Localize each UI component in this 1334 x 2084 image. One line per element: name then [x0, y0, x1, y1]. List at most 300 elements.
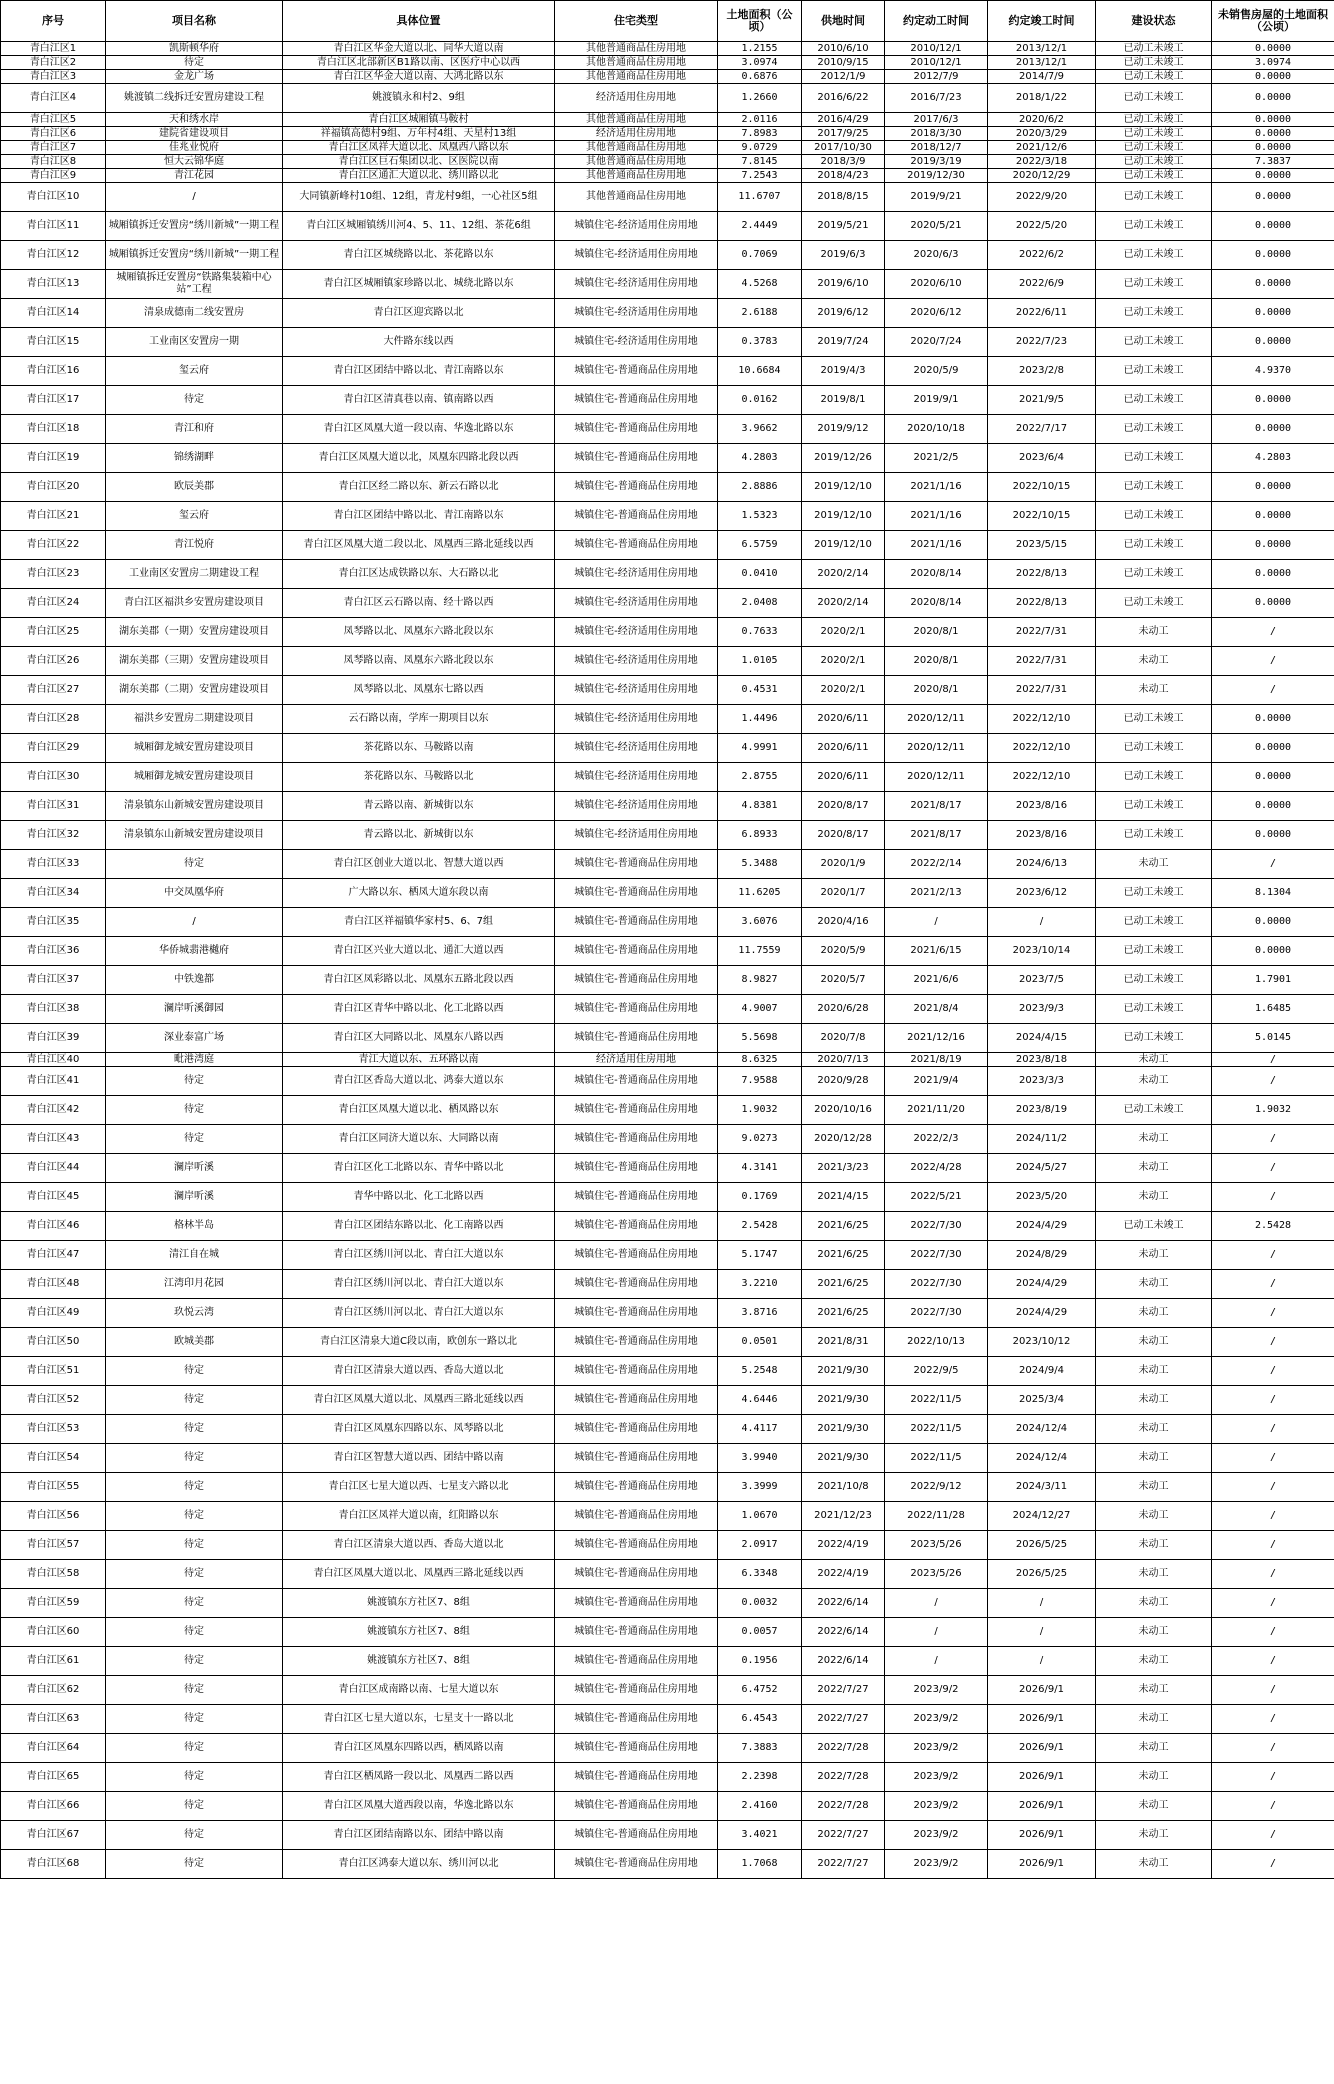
table-row — [1, 1183, 1334, 1212]
cell-start-date: 2016/7/23 — [885, 84, 988, 113]
cell-construction-status: 已动工未竣工 — [1096, 966, 1212, 995]
cell-serial: 青白江区3 — [1, 70, 106, 84]
cell-project-name: 待定 — [106, 1415, 283, 1444]
cell-serial: 青白江区37 — [1, 966, 106, 995]
cell-housing-type: 城镇住宅-普通商品住房用地 — [555, 1154, 718, 1183]
cell-serial: 青白江区27 — [1, 676, 106, 705]
cell-unsold-area: / — [1212, 1125, 1334, 1154]
cell-housing-type: 城镇住宅-经济适用住房用地 — [555, 212, 718, 241]
header-supply-date: 供地时间 — [802, 1, 885, 42]
cell-start-date: 2010/12/1 — [885, 42, 988, 56]
cell-project-name: 澜岸听溪御园 — [106, 995, 283, 1024]
cell-start-date: 2021/8/17 — [885, 821, 988, 850]
cell-supply-date: 2019/12/10 — [802, 473, 885, 502]
cell-location: 青江大道以东、五环路以南 — [283, 1053, 555, 1067]
cell-location: 青白江区凤祥大道以南，红阳路以东 — [283, 1502, 555, 1531]
table-row — [1, 937, 1334, 966]
cell-serial: 青白江区66 — [1, 1792, 106, 1821]
table-row — [1, 1241, 1334, 1270]
cell-location: 青白江区团结中路以北、青江南路以东 — [283, 357, 555, 386]
cell-serial: 青白江区35 — [1, 908, 106, 937]
cell-construction-status: 未动工 — [1096, 1850, 1212, 1879]
header-project-name: 项目名称 — [106, 1, 283, 42]
cell-housing-type: 城镇住宅-普通商品住房用地 — [555, 1328, 718, 1357]
table-row — [1, 763, 1334, 792]
table-row — [1, 56, 1334, 70]
cell-unsold-area: 0.0000 — [1212, 113, 1334, 127]
cell-location: 青白江区凤凰东四路以西，栖凤路以南 — [283, 1734, 555, 1763]
cell-serial: 青白江区54 — [1, 1444, 106, 1473]
cell-start-date: 2020/12/11 — [885, 763, 988, 792]
cell-start-date: 2023/5/26 — [885, 1560, 988, 1589]
cell-housing-type: 其他普通商品住房用地 — [555, 141, 718, 155]
cell-unsold-area: / — [1212, 1328, 1334, 1357]
cell-completion-date: 2026/5/25 — [988, 1560, 1096, 1589]
cell-project-name: 湖东美郡（二期）安置房建设项目 — [106, 676, 283, 705]
cell-completion-date: 2026/9/1 — [988, 1676, 1096, 1705]
cell-housing-type: 城镇住宅-普通商品住房用地 — [555, 1241, 718, 1270]
table-row — [1, 1763, 1334, 1792]
cell-serial: 青白江区40 — [1, 1053, 106, 1067]
cell-project-name: 青江和府 — [106, 415, 283, 444]
cell-construction-status: 已动工未竣工 — [1096, 589, 1212, 618]
cell-unsold-area: / — [1212, 1386, 1334, 1415]
cell-unsold-area: 0.0000 — [1212, 763, 1334, 792]
cell-completion-date: 2013/12/1 — [988, 56, 1096, 70]
cell-supply-date: 2022/6/14 — [802, 1618, 885, 1647]
cell-land-area: 4.3141 — [718, 1154, 802, 1183]
cell-serial: 青白江区26 — [1, 647, 106, 676]
cell-housing-type: 城镇住宅-普通商品住房用地 — [555, 473, 718, 502]
cell-land-area: 1.4496 — [718, 705, 802, 734]
cell-project-name: 待定 — [106, 1705, 283, 1734]
cell-housing-type: 城镇住宅-普通商品住房用地 — [555, 386, 718, 415]
cell-completion-date: 2024/12/27 — [988, 1502, 1096, 1531]
cell-construction-status: 已动工未竣工 — [1096, 241, 1212, 270]
cell-construction-status: 未动工 — [1096, 1531, 1212, 1560]
cell-start-date: 2021/6/6 — [885, 966, 988, 995]
cell-serial: 青白江区10 — [1, 183, 106, 212]
cell-land-area: 2.4160 — [718, 1792, 802, 1821]
cell-unsold-area: 0.0000 — [1212, 415, 1334, 444]
cell-serial: 青白江区57 — [1, 1531, 106, 1560]
table-row — [1, 1154, 1334, 1183]
cell-start-date: 2020/8/1 — [885, 676, 988, 705]
cell-land-area: 4.9007 — [718, 995, 802, 1024]
cell-supply-date: 2021/4/15 — [802, 1183, 885, 1212]
table-row — [1, 70, 1334, 84]
cell-location: 青白江区城厢镇马鞍村 — [283, 113, 555, 127]
cell-land-area: 1.7068 — [718, 1850, 802, 1879]
cell-project-name: 待定 — [106, 1792, 283, 1821]
cell-start-date: 2022/4/28 — [885, 1154, 988, 1183]
cell-serial: 青白江区19 — [1, 444, 106, 473]
cell-land-area: 1.0105 — [718, 647, 802, 676]
cell-project-name: 待定 — [106, 1067, 283, 1096]
cell-serial: 青白江区36 — [1, 937, 106, 966]
cell-project-name: 待定 — [106, 1531, 283, 1560]
cell-completion-date: 2023/7/5 — [988, 966, 1096, 995]
cell-project-name: 青江花园 — [106, 169, 283, 183]
cell-land-area: 5.2548 — [718, 1357, 802, 1386]
cell-construction-status: 未动工 — [1096, 1386, 1212, 1415]
cell-land-area: 11.6707 — [718, 183, 802, 212]
cell-start-date: 2022/7/30 — [885, 1299, 988, 1328]
cell-construction-status: 已动工未竣工 — [1096, 821, 1212, 850]
cell-start-date: 2022/7/30 — [885, 1270, 988, 1299]
cell-land-area: 11.6205 — [718, 879, 802, 908]
cell-supply-date: 2019/9/12 — [802, 415, 885, 444]
cell-location: 青白江区经二路以东、新云石路以北 — [283, 473, 555, 502]
cell-location: 青白江区青华中路以北、化工北路以西 — [283, 995, 555, 1024]
cell-unsold-area: 1.9032 — [1212, 1096, 1334, 1125]
cell-land-area: 4.5268 — [718, 270, 802, 299]
table-row — [1, 444, 1334, 473]
cell-unsold-area: / — [1212, 1705, 1334, 1734]
cell-housing-type: 城镇住宅-普通商品住房用地 — [555, 850, 718, 879]
cell-construction-status: 未动工 — [1096, 1154, 1212, 1183]
cell-construction-status: 已动工未竣工 — [1096, 1096, 1212, 1125]
cell-location: 祥福镇高德村9组、万年村4组、天星村13组 — [283, 127, 555, 141]
cell-completion-date: 2013/12/1 — [988, 42, 1096, 56]
cell-housing-type: 城镇住宅-普通商品住房用地 — [555, 502, 718, 531]
cell-supply-date: 2022/4/19 — [802, 1560, 885, 1589]
cell-project-name: 恒大云锦华庭 — [106, 155, 283, 169]
cell-supply-date: 2022/7/28 — [802, 1763, 885, 1792]
table-row — [1, 502, 1334, 531]
cell-housing-type: 城镇住宅-经济适用住房用地 — [555, 792, 718, 821]
cell-project-name: 天和绣水岸 — [106, 113, 283, 127]
cell-start-date: 2020/6/12 — [885, 299, 988, 328]
cell-serial: 青白江区9 — [1, 169, 106, 183]
cell-unsold-area: / — [1212, 1734, 1334, 1763]
cell-housing-type: 城镇住宅-普通商品住房用地 — [555, 1357, 718, 1386]
cell-completion-date: 2026/9/1 — [988, 1850, 1096, 1879]
table-row — [1, 1618, 1334, 1647]
cell-serial: 青白江区67 — [1, 1821, 106, 1850]
cell-completion-date: 2020/6/2 — [988, 113, 1096, 127]
cell-project-name: 青白江区福洪乡安置房建设项目 — [106, 589, 283, 618]
cell-construction-status: 未动工 — [1096, 1618, 1212, 1647]
cell-unsold-area: / — [1212, 1053, 1334, 1067]
cell-start-date: 2012/7/9 — [885, 70, 988, 84]
cell-serial: 青白江区68 — [1, 1850, 106, 1879]
cell-construction-status: 未动工 — [1096, 1473, 1212, 1502]
table-row — [1, 966, 1334, 995]
cell-housing-type: 城镇住宅-普通商品住房用地 — [555, 1734, 718, 1763]
table-row — [1, 473, 1334, 502]
table-row — [1, 141, 1334, 155]
cell-supply-date: 2020/9/28 — [802, 1067, 885, 1096]
cell-completion-date: 2024/11/2 — [988, 1125, 1096, 1154]
cell-start-date: 2021/12/16 — [885, 1024, 988, 1053]
cell-supply-date: 2019/6/10 — [802, 270, 885, 299]
cell-completion-date: 2021/9/5 — [988, 386, 1096, 415]
cell-location: 青白江区七星大道以西、七星支六路以北 — [283, 1473, 555, 1502]
cell-start-date: 2020/10/18 — [885, 415, 988, 444]
table-row — [1, 1502, 1334, 1531]
cell-project-name: 江湾印月花园 — [106, 1270, 283, 1299]
cell-start-date: 2020/12/11 — [885, 705, 988, 734]
cell-serial: 青白江区41 — [1, 1067, 106, 1096]
cell-housing-type: 城镇住宅-普通商品住房用地 — [555, 1705, 718, 1734]
cell-housing-type: 城镇住宅-经济适用住房用地 — [555, 328, 718, 357]
cell-housing-type: 城镇住宅-普通商品住房用地 — [555, 357, 718, 386]
cell-location: 青云路以北、新城街以东 — [283, 821, 555, 850]
cell-unsold-area: 0.0000 — [1212, 141, 1334, 155]
cell-unsold-area: 0.0000 — [1212, 560, 1334, 589]
cell-land-area: 5.1747 — [718, 1241, 802, 1270]
table-row — [1, 1386, 1334, 1415]
cell-supply-date: 2021/12/23 — [802, 1502, 885, 1531]
cell-completion-date: 2020/12/29 — [988, 169, 1096, 183]
cell-housing-type: 城镇住宅-普通商品住房用地 — [555, 1792, 718, 1821]
cell-supply-date: 2016/4/29 — [802, 113, 885, 127]
cell-unsold-area: / — [1212, 1647, 1334, 1676]
cell-location: 青白江区七星大道以东，七星支十一路以北 — [283, 1705, 555, 1734]
cell-unsold-area: / — [1212, 1415, 1334, 1444]
cell-serial: 青白江区17 — [1, 386, 106, 415]
cell-housing-type: 城镇住宅-普通商品住房用地 — [555, 1821, 718, 1850]
cell-unsold-area: / — [1212, 647, 1334, 676]
cell-completion-date: 2024/4/29 — [988, 1212, 1096, 1241]
cell-project-name: 澜岸听溪 — [106, 1154, 283, 1183]
cell-serial: 青白江区6 — [1, 127, 106, 141]
cell-housing-type: 城镇住宅-经济适用住房用地 — [555, 763, 718, 792]
cell-construction-status: 已动工未竣工 — [1096, 270, 1212, 299]
cell-construction-status: 已动工未竣工 — [1096, 141, 1212, 155]
cell-completion-date: 2022/7/31 — [988, 618, 1096, 647]
cell-construction-status: 未动工 — [1096, 676, 1212, 705]
cell-land-area: 2.8886 — [718, 473, 802, 502]
cell-serial: 青白江区39 — [1, 1024, 106, 1053]
cell-unsold-area: 0.0000 — [1212, 502, 1334, 531]
cell-serial: 青白江区47 — [1, 1241, 106, 1270]
cell-construction-status: 已动工未竣工 — [1096, 937, 1212, 966]
cell-unsold-area: / — [1212, 1589, 1334, 1618]
table-row — [1, 647, 1334, 676]
cell-location: 青白江区大同路以北、凤凰东八路以西 — [283, 1024, 555, 1053]
table-row — [1, 357, 1334, 386]
cell-serial: 青白江区29 — [1, 734, 106, 763]
cell-supply-date: 2019/6/3 — [802, 241, 885, 270]
table-row — [1, 84, 1334, 113]
cell-location: 青华中路以北、化工北路以西 — [283, 1183, 555, 1212]
cell-completion-date: 2020/3/29 — [988, 127, 1096, 141]
table-row — [1, 1053, 1334, 1067]
cell-completion-date: 2024/4/15 — [988, 1024, 1096, 1053]
cell-project-name: 姚渡镇二线拆迁安置房建设工程 — [106, 84, 283, 113]
cell-serial: 青白江区23 — [1, 560, 106, 589]
cell-start-date: 2022/11/5 — [885, 1444, 988, 1473]
cell-completion-date: 2023/6/12 — [988, 879, 1096, 908]
cell-housing-type: 其他普通商品住房用地 — [555, 113, 718, 127]
cell-supply-date: 2019/6/12 — [802, 299, 885, 328]
cell-land-area: 2.0917 — [718, 1531, 802, 1560]
cell-location: 青白江区创业大道以北、智慧大道以西 — [283, 850, 555, 879]
cell-serial: 青白江区1 — [1, 42, 106, 56]
cell-construction-status: 已动工未竣工 — [1096, 734, 1212, 763]
cell-land-area: 2.5428 — [718, 1212, 802, 1241]
cell-unsold-area: / — [1212, 1618, 1334, 1647]
cell-unsold-area: 0.0000 — [1212, 270, 1334, 299]
cell-location: 青白江区成南路以南、七星大道以东 — [283, 1676, 555, 1705]
cell-supply-date: 2020/6/28 — [802, 995, 885, 1024]
cell-supply-date: 2021/6/25 — [802, 1299, 885, 1328]
cell-housing-type: 城镇住宅-普通商品住房用地 — [555, 1212, 718, 1241]
cell-construction-status: 已动工未竣工 — [1096, 84, 1212, 113]
cell-location: 青白江区智慧大道以西、团结中路以南 — [283, 1444, 555, 1473]
cell-housing-type: 城镇住宅-普通商品住房用地 — [555, 1096, 718, 1125]
cell-housing-type: 城镇住宅-普通商品住房用地 — [555, 1647, 718, 1676]
cell-project-name: 待定 — [106, 1589, 283, 1618]
cell-project-name: 中铁逸都 — [106, 966, 283, 995]
cell-serial: 青白江区52 — [1, 1386, 106, 1415]
cell-completion-date: 2024/4/29 — [988, 1299, 1096, 1328]
cell-project-name: 玖悦云湾 — [106, 1299, 283, 1328]
cell-supply-date: 2022/7/27 — [802, 1705, 885, 1734]
table-row — [1, 1531, 1334, 1560]
cell-completion-date: / — [988, 1647, 1096, 1676]
cell-location: 青白江区清泉大道以西、香岛大道以北 — [283, 1357, 555, 1386]
cell-location: 大件路东线以西 — [283, 328, 555, 357]
cell-unsold-area: 0.0000 — [1212, 821, 1334, 850]
cell-start-date: 2023/9/2 — [885, 1676, 988, 1705]
cell-supply-date: 2010/6/10 — [802, 42, 885, 56]
header-unsold-area: 未销售房屋的土地面积（公顷） — [1212, 1, 1334, 42]
cell-location: 青白江区巨石集团以北、区医院以南 — [283, 155, 555, 169]
table-row — [1, 113, 1334, 127]
cell-unsold-area: / — [1212, 1792, 1334, 1821]
cell-location: 茶花路以东、马鞍路以北 — [283, 763, 555, 792]
cell-project-name: 清江自在城 — [106, 1241, 283, 1270]
cell-construction-status: 已动工未竣工 — [1096, 1024, 1212, 1053]
cell-housing-type: 城镇住宅-普通商品住房用地 — [555, 1473, 718, 1502]
cell-completion-date: 2022/10/15 — [988, 473, 1096, 502]
cell-unsold-area: 0.0000 — [1212, 84, 1334, 113]
cell-housing-type: 城镇住宅-经济适用住房用地 — [555, 241, 718, 270]
cell-land-area: 3.6076 — [718, 908, 802, 937]
cell-land-area: 3.9662 — [718, 415, 802, 444]
cell-unsold-area: 5.0145 — [1212, 1024, 1334, 1053]
cell-unsold-area: / — [1212, 618, 1334, 647]
cell-unsold-area: 0.0000 — [1212, 705, 1334, 734]
cell-land-area: 5.3488 — [718, 850, 802, 879]
table-row — [1, 734, 1334, 763]
cell-start-date: 2021/9/4 — [885, 1067, 988, 1096]
table-row — [1, 42, 1334, 56]
table-row — [1, 1096, 1334, 1125]
cell-location: 凤琴路以北、凤凰东七路以西 — [283, 676, 555, 705]
cell-completion-date: 2026/9/1 — [988, 1763, 1096, 1792]
cell-construction-status: 未动工 — [1096, 1444, 1212, 1473]
cell-construction-status: 未动工 — [1096, 850, 1212, 879]
header-land-area: 土地面积（公顷） — [718, 1, 802, 42]
cell-serial: 青白江区30 — [1, 763, 106, 792]
table-row — [1, 241, 1334, 270]
cell-unsold-area: 0.0000 — [1212, 241, 1334, 270]
cell-unsold-area: 1.7901 — [1212, 966, 1334, 995]
cell-housing-type: 城镇住宅-经济适用住房用地 — [555, 560, 718, 589]
cell-start-date: 2022/9/12 — [885, 1473, 988, 1502]
cell-serial: 青白江区64 — [1, 1734, 106, 1763]
cell-land-area: 4.8381 — [718, 792, 802, 821]
header-construction-status: 建设状态 — [1096, 1, 1212, 42]
table-row — [1, 1589, 1334, 1618]
header-serial: 序号 — [1, 1, 106, 42]
cell-project-name: 待定 — [106, 1125, 283, 1154]
cell-location: 青白江区凤彩路以北、凤凰东五路北段以西 — [283, 966, 555, 995]
cell-location: 青白江区城厢镇绣川河4、5、11、12组、茶花6组 — [283, 212, 555, 241]
cell-land-area: 2.8755 — [718, 763, 802, 792]
cell-construction-status: 已动工未竣工 — [1096, 299, 1212, 328]
cell-completion-date: 2022/7/17 — [988, 415, 1096, 444]
cell-unsold-area: / — [1212, 1183, 1334, 1212]
cell-completion-date: 2022/6/11 — [988, 299, 1096, 328]
cell-serial: 青白江区16 — [1, 357, 106, 386]
cell-serial: 青白江区14 — [1, 299, 106, 328]
cell-serial: 青白江区65 — [1, 1763, 106, 1792]
cell-unsold-area: 0.0000 — [1212, 328, 1334, 357]
cell-completion-date: 2022/7/31 — [988, 647, 1096, 676]
cell-housing-type: 城镇住宅-经济适用住房用地 — [555, 821, 718, 850]
table-row — [1, 169, 1334, 183]
cell-completion-date: 2024/4/29 — [988, 1270, 1096, 1299]
cell-location: 姚渡镇东方社区7、8组 — [283, 1589, 555, 1618]
cell-start-date: 2021/8/19 — [885, 1053, 988, 1067]
cell-serial: 青白江区2 — [1, 56, 106, 70]
cell-supply-date: 2020/2/1 — [802, 676, 885, 705]
table-row — [1, 676, 1334, 705]
cell-construction-status: 未动工 — [1096, 1299, 1212, 1328]
cell-location: 青白江区团结中路以北、青江南路以东 — [283, 502, 555, 531]
cell-start-date: 2023/9/2 — [885, 1821, 988, 1850]
cell-supply-date: 2021/9/30 — [802, 1357, 885, 1386]
cell-construction-status: 未动工 — [1096, 1763, 1212, 1792]
cell-serial: 青白江区8 — [1, 155, 106, 169]
cell-serial: 青白江区49 — [1, 1299, 106, 1328]
cell-start-date: 2020/8/14 — [885, 560, 988, 589]
cell-supply-date: 2019/8/1 — [802, 386, 885, 415]
header-housing-type: 住宅类型 — [555, 1, 718, 42]
cell-land-area: 6.3348 — [718, 1560, 802, 1589]
cell-unsold-area: 7.3837 — [1212, 155, 1334, 169]
cell-supply-date: 2021/9/30 — [802, 1386, 885, 1415]
cell-supply-date: 2019/12/26 — [802, 444, 885, 473]
table-row — [1, 1415, 1334, 1444]
cell-project-name: 待定 — [106, 1386, 283, 1415]
cell-supply-date: 2020/7/13 — [802, 1053, 885, 1067]
cell-land-area: 6.4752 — [718, 1676, 802, 1705]
cell-start-date: 2020/8/1 — [885, 647, 988, 676]
cell-construction-status: 已动工未竣工 — [1096, 531, 1212, 560]
cell-location: 青白江区绣川河以北、青白江大道以东 — [283, 1241, 555, 1270]
cell-supply-date: 2022/6/14 — [802, 1589, 885, 1618]
cell-land-area: 3.8716 — [718, 1299, 802, 1328]
cell-land-area: 4.2803 — [718, 444, 802, 473]
cell-project-name: 佳兆业悦府 — [106, 141, 283, 155]
table-row — [1, 1024, 1334, 1053]
cell-unsold-area: / — [1212, 1531, 1334, 1560]
cell-construction-status: 未动工 — [1096, 1328, 1212, 1357]
cell-housing-type: 经济适用住房用地 — [555, 127, 718, 141]
cell-unsold-area: 0.0000 — [1212, 42, 1334, 56]
table-row — [1, 1328, 1334, 1357]
cell-start-date: 2021/8/17 — [885, 792, 988, 821]
table-row — [1, 995, 1334, 1024]
cell-supply-date: 2012/1/9 — [802, 70, 885, 84]
cell-land-area: 0.1956 — [718, 1647, 802, 1676]
